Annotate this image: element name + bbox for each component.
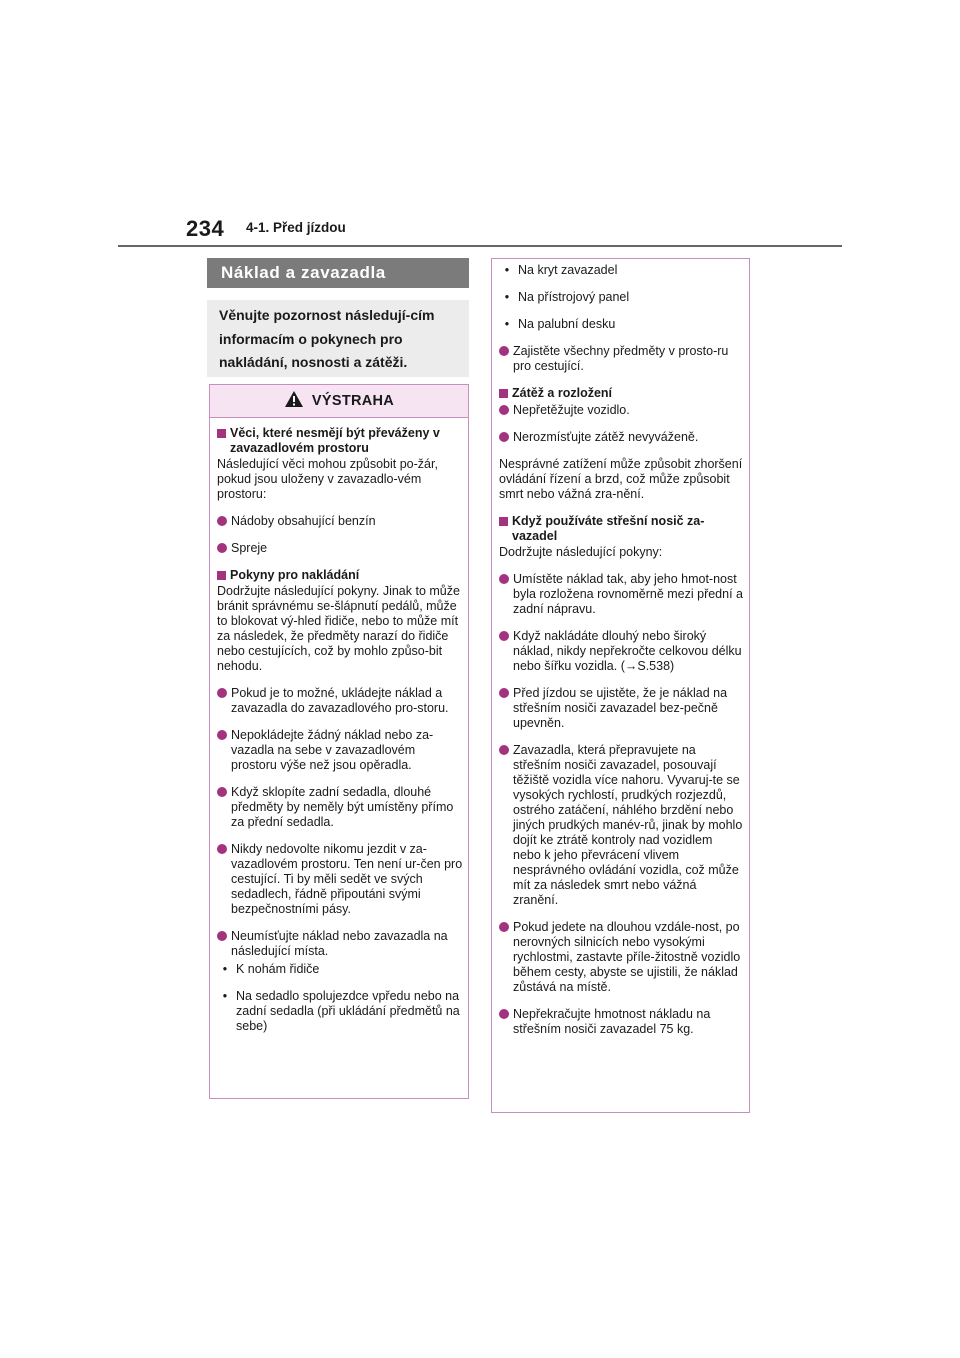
round-bullet-icon xyxy=(217,688,227,698)
section-label: 4-1. Před jízdou xyxy=(246,220,346,235)
subheading xyxy=(499,386,743,401)
list-item xyxy=(217,842,463,917)
list-item xyxy=(499,629,743,674)
sub-list-item xyxy=(499,317,743,332)
subheading xyxy=(499,514,743,544)
square-bullet-icon xyxy=(217,571,226,580)
list-item-text: Pokud je to možné, ukládejte náklad a zavazadla do zavazadlového pro-storu. xyxy=(231,686,449,715)
list-item-text: Pokud jedete na dlouhou vzdále-nost, po nerovných silnicích nebo vysokými rychlostmi, zastavte příle-žitostně vozidlo během cesty, abyste se ujistili, že náklad zůstává na místě. xyxy=(513,920,741,994)
list-item-text: Když nakládáte dlouhý nebo široký náklad, nikdy nepřekročte celkovou délku nebo šířku vozidla. (→S.538) xyxy=(513,629,742,673)
round-bullet-icon xyxy=(217,787,227,797)
sub-list-item xyxy=(217,989,463,1034)
paragraph: Dodržujte následující pokyny. Jinak to může bránit správnému se-šlápnutí pedálů, může to blokovat vý-hled řidiče, nebo to může mít za následek, že předměty narazí do řidiče nebo cestujících, což by mohlo způso-bit nehodu. xyxy=(217,584,460,673)
list-item xyxy=(217,514,463,529)
warning-title: VÝSTRAHA xyxy=(311,393,395,409)
list-item xyxy=(499,430,743,445)
continued-warning-content xyxy=(492,259,749,1037)
sub-list-item-text: Na palubní desku xyxy=(518,317,616,331)
bullet-icon: • xyxy=(504,317,510,331)
list-item xyxy=(499,403,743,418)
list-item xyxy=(217,929,463,959)
round-bullet-icon xyxy=(499,574,509,584)
round-bullet-icon xyxy=(217,730,227,740)
subheading-text: Pokyny pro nakládání xyxy=(230,568,360,582)
list-item xyxy=(499,920,743,995)
sub-list-item xyxy=(499,263,743,278)
round-bullet-icon xyxy=(499,432,509,442)
page-number: 234 xyxy=(186,216,225,241)
subheading xyxy=(217,568,463,583)
intro-text: Věnujte pozornost následují-cím informacím o pokynech pro nakládání, nosnosti a zátěži. xyxy=(207,300,469,377)
round-bullet-icon xyxy=(217,844,227,854)
sub-list-item xyxy=(499,290,743,305)
bullet-icon: • xyxy=(222,989,228,1003)
list-item-text: Nerozmísťujte zátěž nevyváženě. xyxy=(513,430,699,444)
sub-list-item xyxy=(217,962,463,977)
sub-list-item-text: K nohám řidiče xyxy=(236,962,320,976)
round-bullet-icon xyxy=(217,516,227,526)
list-item-text: Zavazadla, která přepravujete na střešním nosiči zavazadel, posouvají těžiště vozidla více nahoru. Vyvaruj-te se vysokých rychlostí, prudkých rozjezdů, ostrého zatáčení, náhlého brzdění nebo jiných prudkých manév-rů, jinak by mohlo dojít ke ztrátě kontroly nad vozidlem nebo k jeho převrácení vlivem nesprávného ovládání vozidla, což může mít za následek smrt nebo vážná zranění. xyxy=(513,743,743,907)
header-divider xyxy=(118,245,842,247)
subheading-text: Věci, které nesmějí být převáženy v zavazadlovém prostoru xyxy=(230,426,440,455)
square-bullet-icon xyxy=(499,389,508,398)
subheading-text: Když používáte střešní nosič za-vazadel xyxy=(512,514,705,543)
sub-list-item-text: Na sedadlo spolujezdce vpředu nebo na zadní sedadla (při ukládání předmětů na sebe) xyxy=(236,989,460,1033)
bullet-icon: • xyxy=(222,962,228,976)
list-item xyxy=(499,743,743,908)
list-item xyxy=(217,785,463,830)
subheading-text: Zátěž a rozložení xyxy=(512,386,613,400)
round-bullet-icon xyxy=(499,922,509,932)
list-item xyxy=(217,686,463,716)
round-bullet-icon xyxy=(499,346,509,356)
list-item-text: Nepokládejte žádný náklad nebo za-vazadla na sebe v zavazadlovém prostoru výše než jsou opěradla. xyxy=(231,728,434,772)
list-item xyxy=(217,541,463,556)
warning-header xyxy=(210,385,468,418)
round-bullet-icon xyxy=(499,1009,509,1019)
sub-list-item-text: Na kryt zavazadel xyxy=(518,263,618,277)
warning-box xyxy=(209,384,469,1099)
round-bullet-icon xyxy=(499,631,509,641)
list-item-text: Nikdy nedovolte nikomu jezdit v za-vazadlovém prostoru. Ten není ur-čen pro cestující. Ti by měli sedět ve svých sedadlech, řádně připoutáni svými bezpečnostními pásy. xyxy=(231,842,463,916)
list-item-text: Před jízdou se ujistěte, že je náklad na střešním nosiči zavazadel bez-pečně upevněn. xyxy=(513,686,728,730)
list-item-text: Nepřekračujte hmotnost nákladu na střešním nosiči zavazadel 75 kg. xyxy=(513,1007,711,1036)
sub-list-item-text: Na přístrojový panel xyxy=(518,290,630,304)
round-bullet-icon xyxy=(217,931,227,941)
list-item-text: Zajistěte všechny předměty v prosto-ru pro cestující. xyxy=(513,344,729,373)
list-item-text: Nádoby obsahující benzín xyxy=(231,514,376,528)
round-bullet-icon xyxy=(499,745,509,755)
paragraph: Následující věci mohou způsobit po-žár, pokud jsou uloženy v zavazadlo-vém prostoru: xyxy=(217,457,438,501)
list-item xyxy=(499,1007,743,1037)
list-item-text: Když sklopíte zadní sedadla, dlouhé předměty by neměly být umístěny přímo za přední sedadla. xyxy=(231,785,454,829)
paragraph: Nesprávné zatížení může způsobit zhoršení ovládání řízení a brzd, což může způsobit smrt nebo vážná zra-nění. xyxy=(499,457,743,501)
subheading xyxy=(217,426,463,456)
section-title: Náklad a zavazadla xyxy=(207,258,469,288)
bullet-icon: • xyxy=(504,263,510,277)
list-item-text: Spreje xyxy=(231,541,268,555)
warning-content xyxy=(210,418,468,1034)
list-item xyxy=(499,686,743,731)
round-bullet-icon xyxy=(499,688,509,698)
list-item-text: Neumísťujte náklad nebo zavazadla na následující místa. xyxy=(231,929,448,958)
warning-triangle-icon xyxy=(284,390,304,413)
list-item xyxy=(499,572,743,617)
bullet-icon: • xyxy=(504,290,510,304)
paragraph: Dodržujte následující pokyny: xyxy=(499,545,663,559)
list-item-text: Nepřetěžujte vozidlo. xyxy=(513,403,630,417)
list-item xyxy=(217,728,463,773)
square-bullet-icon xyxy=(499,517,508,526)
list-item-text: Umístěte náklad tak, aby jeho hmot-nost byla rozložena rovnoměrně mezi přední a zadní nápravu. xyxy=(513,572,743,616)
list-item xyxy=(499,344,743,374)
continued-warning-box xyxy=(491,258,750,1113)
round-bullet-icon xyxy=(499,405,509,415)
square-bullet-icon xyxy=(217,429,226,438)
round-bullet-icon xyxy=(217,543,227,553)
